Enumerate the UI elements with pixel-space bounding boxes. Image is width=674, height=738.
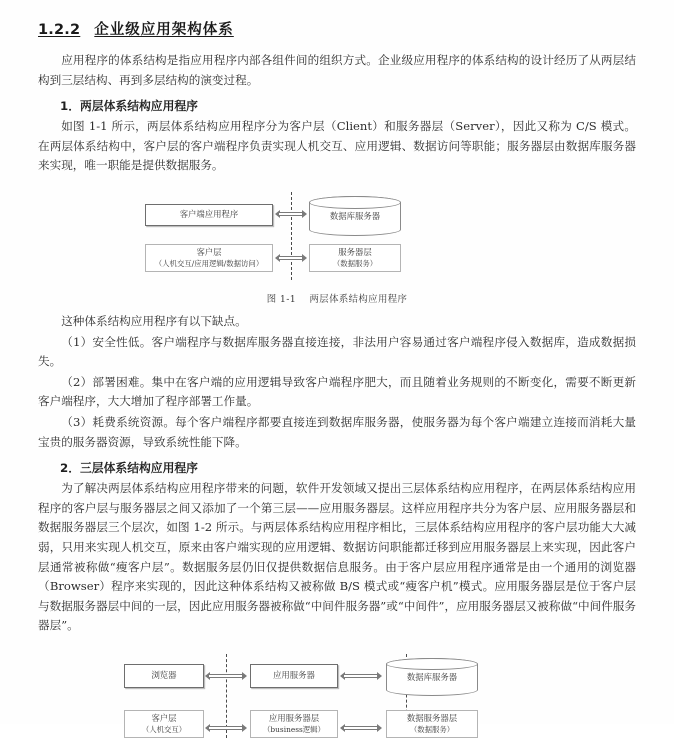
subsection-1-title: 1．两层体系结构应用程序: [60, 99, 198, 114]
figure1-client-tier-desc: （人机交互/应用逻辑/数据访问）: [154, 258, 264, 268]
figure1-divider-dashed-line: [291, 192, 292, 280]
arrow-shaft: [279, 212, 303, 216]
arrow-shaft: [209, 674, 243, 678]
figure1-box-client-app: [145, 204, 273, 226]
figure1-server-tier-desc: （数据服务）: [332, 258, 378, 268]
subsection-2-title: 2．三层体系结构应用程序: [60, 461, 198, 476]
figure1-client-app-label: 客户端应用程序: [179, 209, 239, 220]
arrow-shaft: [344, 726, 378, 730]
figure-2-diagram: [102, 658, 572, 738]
figure2-box-browser: [124, 664, 204, 688]
paragraph-three-tier: 为了解决两层体系结构应用程序带来的问题，软件开发领域又提出三层体系结构应用程序，在两层体系结构应用程序的客户层与服务器层之间又添加了一个第三层——应用服务器层。这样应用程序共分为客户层、应用服务器层和数据服务器层三个层次，如图 1-2 所示。与两层体系结构应用程序相比，三层体系结构应用程序的客户层功能大大减弱，只用来实现人机交互，原来由客户端实现的应用逻辑、数据访问职能都迁移到应用服务器层上来实现，因此客户层通常被称做“瘦客户层”。数据服务层仍旧仅提供数据信息服务。由于客户层应用程序通常是由一个通用的浏览器（Browser）程序来实现的，因此这种体系结构又被称做 B/S 模式或“瘦客户机”模式。应用服务器层是位于客户层与数据服务器层中间的一层，因此应用服务器被称做“中间件服务器”或“中间件”，应用服务器层又被称做“中间件服务器层”。: [38, 481, 636, 633]
paragraph-two-tier: 如图 1-1 所示，两层体系结构应用程序分为客户层（Client）和服务器层（Server），因此又称为 C/S 模式。在两层体系结构中，客户层的客户端程序负责实现人机交互、应用逻辑、数据访问等职能；服务器层由数据库服务器来实现，唯一职能是提供数据服务。: [38, 119, 636, 173]
arrow-head-right-icon: [377, 672, 382, 680]
figure2-arrow-app-db: [340, 672, 382, 681]
paragraph-drawback-lead: 这种体系结构应用程序有以下缺点。: [61, 313, 247, 328]
figure1-cylinder-db-server: [309, 196, 401, 236]
paragraph-drawback-1: （1）安全性低。客户端程序与数据库服务器直接连接，非法用户容易通过客户端程序侵入数据库，造成数据损失。: [38, 334, 636, 369]
figure2-app-tier-name: 应用服务器层: [268, 712, 320, 723]
arrow-head-right-icon: [302, 254, 307, 262]
figure2-data-tier-name: 数据服务器层: [406, 712, 458, 723]
figure1-box-server-tier: [309, 244, 401, 272]
heading-text: 企业级应用架构体系: [94, 22, 234, 38]
paragraph-drawback-3: （3）耗费系统资源。每个客户端程序都要直接连到数据库服务器，使服务器为每个客户端建立连接而消耗大量宝贵的服务器资源，导致系统性能下降。: [38, 414, 636, 449]
figure1-caption-text: 两层体系结构应用程序: [309, 293, 408, 305]
figure2-arrow-tier-2: [340, 724, 382, 733]
figure-1-caption: [38, 291, 636, 305]
page-title: [38, 18, 636, 39]
figure2-app-tier-desc: （business逻辑）: [263, 724, 325, 734]
figure2-box-app-server: [250, 664, 338, 688]
heading-number: 1.2.2: [38, 22, 81, 38]
arrow-head-right-icon: [242, 724, 247, 732]
arrow-head-right-icon: [377, 724, 382, 732]
figure1-arrow-top: [275, 210, 307, 219]
arrow-head-right-icon: [242, 672, 247, 680]
arrow-shaft: [209, 726, 243, 730]
figure2-cylinder-db-server: [386, 658, 478, 696]
figure2-client-tier-desc: （人机交互）: [141, 724, 187, 734]
arrow-shaft: [344, 674, 378, 678]
arrow-shaft: [279, 256, 303, 260]
paragraph-intro: 应用程序的体系结构是指应用程序内部各组件间的组织方式。企业级应用程序的体系结构的设计经历了从两层结构到三层结构、再到多层结构的演变过程。: [38, 53, 636, 87]
figure1-db-server-label: 数据库服务器: [329, 210, 381, 221]
figure2-arrow-tier-1: [205, 724, 247, 733]
figure1-server-tier-name: 服务器层: [338, 246, 372, 257]
figure2-db-server-label: 数据库服务器: [406, 671, 458, 682]
figure1-client-tier-name: 客户层: [196, 246, 222, 257]
figure2-browser-label: 浏览器: [151, 670, 177, 681]
figure2-data-tier-desc: （数据服务）: [409, 724, 455, 734]
figure2-app-server-label: 应用服务器: [273, 670, 315, 681]
paragraph-drawback-2: （2）部署困难。集中在客户端的应用逻辑导致客户端程序肥大，而且随着业务规则的不断变化，需要不断更新客户端程序，大大增加了程序部署工作量。: [38, 374, 636, 409]
figure1-box-client-tier: [145, 244, 273, 272]
arrow-head-right-icon: [302, 210, 307, 218]
figure2-arrow-browser-app: [205, 672, 247, 681]
figure1-caption-number: 图 1-1: [266, 293, 297, 305]
figure-1-diagram: [127, 192, 547, 284]
figure2-client-tier-name: 客户层: [151, 712, 177, 723]
figure1-arrow-bottom: [275, 254, 307, 263]
